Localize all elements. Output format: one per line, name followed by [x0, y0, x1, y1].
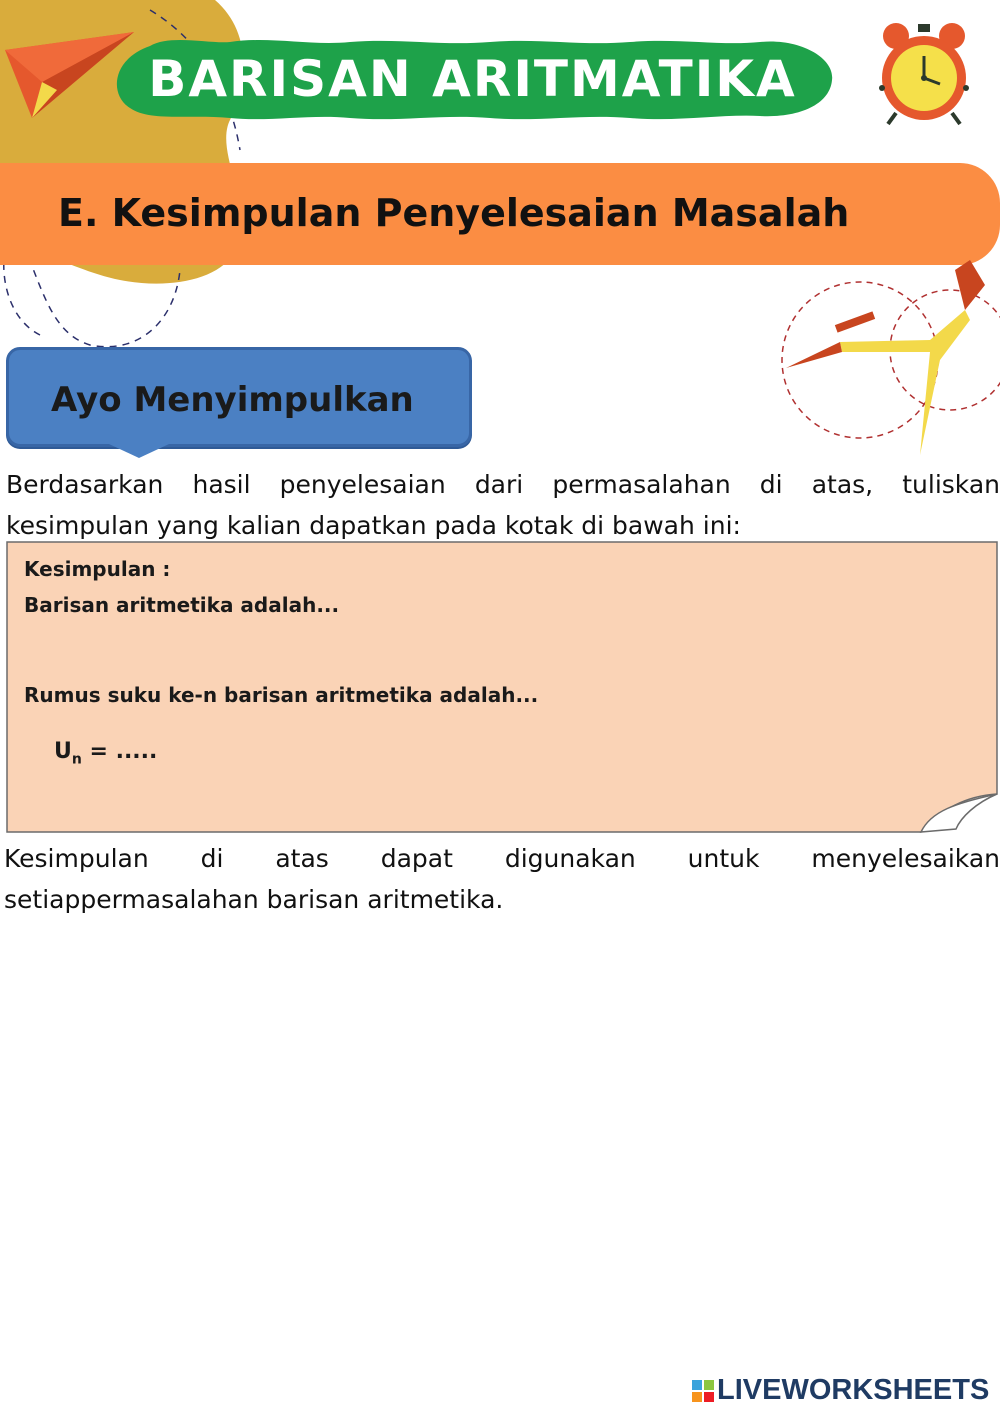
- formula-symbol: U: [54, 739, 72, 764]
- formula-subscript: n: [71, 751, 82, 768]
- conclusion-box: [6, 541, 998, 833]
- intro-line-1: Berdasarkan hasil penyelesaian dari permasalahan di atas, tuliskan: [6, 470, 1000, 499]
- intro-paragraph: [6, 464, 1000, 546]
- alarm-clock-icon: [874, 18, 974, 128]
- brand-text: LIVEWORKSHEETS: [717, 1374, 990, 1406]
- formula-line: [54, 739, 157, 767]
- definition-prompt: Barisan aritmetika adalah...: [24, 593, 340, 617]
- compass-icon: [780, 260, 1000, 460]
- closing-paragraph: [4, 838, 1000, 920]
- title-banner: [110, 38, 835, 120]
- liveworksheets-logo-icon: [692, 1380, 714, 1402]
- tag-pointer: [109, 444, 169, 458]
- tag-label: Ayo Menyimpulkan: [51, 380, 414, 420]
- ayo-menyimpulkan-tag: [6, 347, 472, 447]
- section-title: E. Kesimpulan Penyelesaian Masalah: [58, 191, 850, 235]
- closing-line-2: setiappermasalahan barisan aritmetika.: [4, 885, 504, 914]
- closing-line-1: Kesimpulan di atas dapat digunakan untuk menyelesaikan: [4, 844, 1000, 873]
- conclusion-heading: Kesimpulan :: [24, 557, 171, 581]
- liveworksheets-brand[interactable]: [692, 1374, 989, 1407]
- section-header: [0, 163, 1000, 265]
- page-title: BARISAN ARITMATIKA: [148, 50, 797, 108]
- formula-prompt: Rumus suku ke-n barisan aritmetika adalah...: [24, 683, 539, 707]
- intro-line-2: kesimpulan yang kalian dapatkan pada kotak di bawah ini:: [6, 511, 741, 540]
- formula-rest: = .....: [81, 739, 158, 764]
